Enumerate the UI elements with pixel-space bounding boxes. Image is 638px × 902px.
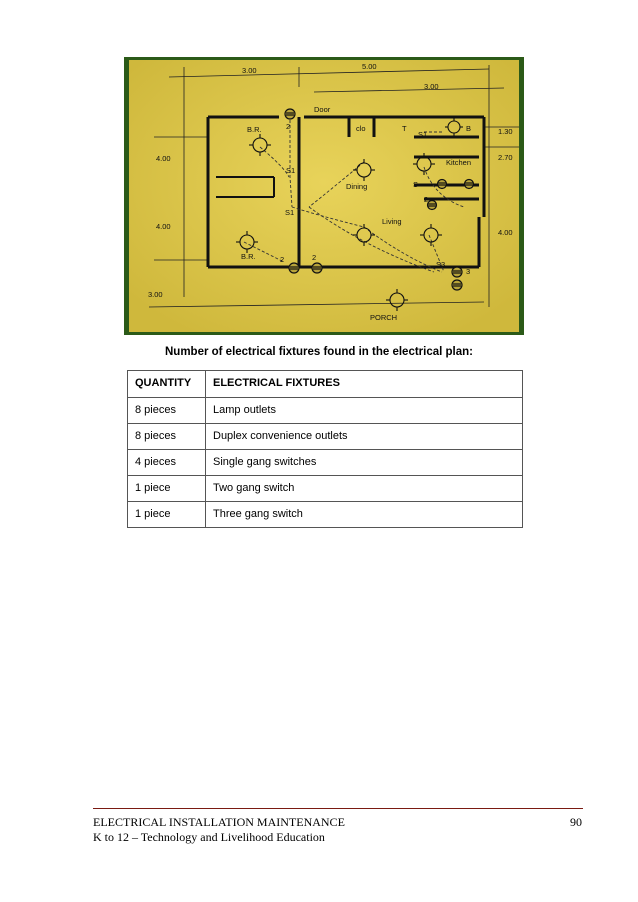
table-row — [128, 476, 523, 502]
duplex-outlet-icon — [465, 180, 474, 189]
label-s1-living: S1 — [285, 208, 295, 217]
cell-quantity: 4 pieces — [128, 450, 206, 476]
label-s3: S3 — [436, 260, 446, 269]
table-row — [128, 398, 523, 424]
label-dining: Dining — [346, 182, 368, 191]
fixtures-table — [127, 370, 523, 528]
electrical-floor-plan — [124, 57, 524, 335]
duplex-outlet-icon — [452, 280, 462, 290]
footer-program: K to 12 – Technology and Livelihood Education — [93, 830, 325, 844]
table-row — [128, 502, 523, 528]
label-n2-c: 2 — [312, 253, 317, 262]
label-n2-b: 2 — [280, 255, 285, 264]
cell-quantity: 1 piece — [128, 502, 206, 528]
cell-quantity: 8 pieces — [128, 398, 206, 424]
cell-quantity: 8 pieces — [128, 424, 206, 450]
label-t: T — [402, 124, 407, 133]
label-s-kitchen: S — [413, 180, 419, 189]
label-n2-a: 2 — [286, 122, 291, 131]
label-clo: clo — [356, 124, 366, 133]
cell-fixture: Lamp outlets — [206, 398, 523, 424]
label-door: Door — [314, 105, 331, 114]
table-row — [128, 424, 523, 450]
cell-fixture: Duplex convenience outlets — [206, 424, 523, 450]
footer-course-title: ELECTRICAL INSTALLATION MAINTENANCE — [93, 815, 345, 829]
duplex-outlet-icon — [312, 263, 322, 273]
cell-quantity: 1 piece — [128, 476, 206, 502]
table-header-row — [128, 371, 523, 398]
dim-right-lower: 4.00 — [498, 228, 513, 237]
dim-right-top: 1.30 — [498, 127, 513, 136]
plan-paper — [129, 60, 519, 332]
label-br-bottom: B.R. — [241, 252, 256, 261]
page-number: 90 — [570, 815, 582, 829]
header-quantity: QUANTITY — [128, 371, 206, 398]
duplex-outlet-icon — [289, 263, 299, 273]
label-s1-kitchen: S1 — [418, 130, 428, 139]
dim-left-bottom: 3.00 — [148, 290, 163, 299]
dim-right-mid: 2.70 — [498, 153, 513, 162]
cell-fixture: Three gang switch — [206, 502, 523, 528]
cell-fixture: Two gang switch — [206, 476, 523, 502]
label-br-top: B.R. — [247, 125, 262, 134]
duplex-outlet-icon — [285, 109, 295, 119]
cell-fixture: Single gang switches — [206, 450, 523, 476]
dim-left-upper: 4.00 — [156, 154, 171, 163]
duplex-outlet-icon — [438, 180, 447, 189]
label-n3: 3 — [466, 267, 471, 276]
header-fixtures: ELECTRICAL FIXTURES — [206, 371, 523, 398]
label-kitchen: Kitchen — [446, 158, 472, 167]
label-s1-br: S1 — [286, 166, 296, 175]
label-b: B — [466, 124, 472, 133]
label-living: Living — [382, 217, 402, 226]
label-porch: PORCH — [370, 313, 398, 322]
dim-left-lower: 4.00 — [156, 222, 171, 231]
dim-top-left: 3.00 — [242, 66, 257, 75]
duplex-outlet-icon — [428, 201, 437, 210]
footer-divider — [93, 808, 583, 809]
table-row — [128, 450, 523, 476]
dim-top-right: 3.00 — [424, 82, 439, 91]
label-n2-d: 2 — [424, 195, 429, 204]
duplex-outlet-icon — [452, 267, 462, 277]
dim-top-center: 5.00 — [362, 62, 377, 71]
fixtures-caption: Number of electrical fixtures found in the electrical plan: — [164, 346, 473, 358]
